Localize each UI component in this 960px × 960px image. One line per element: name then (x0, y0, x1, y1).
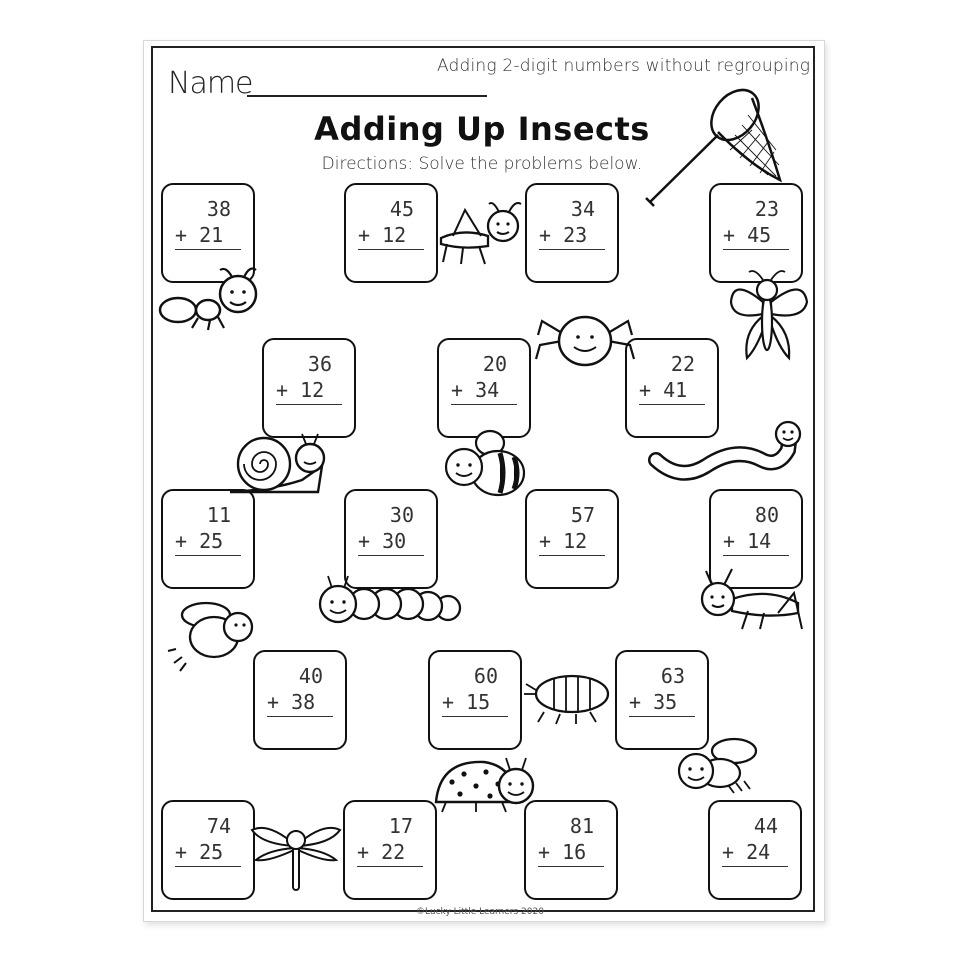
problem-bottom: + 15 (442, 690, 491, 714)
answer-line (451, 404, 517, 405)
answer-line (175, 249, 241, 250)
problem-bottom: + 16 (538, 840, 587, 864)
copyright-footer: ©Lucky Little Learners 2020 (416, 907, 544, 917)
problem-top: 80 (754, 503, 779, 527)
ant-icon (158, 262, 268, 332)
answer-line (723, 555, 789, 556)
ladybug-icon (430, 752, 545, 817)
problem-box[interactable] (253, 650, 347, 750)
problem-box[interactable] (344, 183, 438, 283)
worm-icon (650, 420, 810, 490)
cricket-icon (698, 563, 808, 633)
problem-bottom: + 22 (357, 840, 406, 864)
answer-line (723, 249, 789, 250)
bug-net-icon (640, 80, 790, 210)
problem-top: 20 (482, 352, 507, 376)
name-label: Name (168, 66, 253, 101)
problem-box[interactable] (161, 800, 255, 900)
problem-bottom: + 12 (539, 529, 588, 553)
answer-line (358, 555, 424, 556)
problem-top: 63 (660, 664, 685, 688)
problem-bottom: + 25 (175, 529, 224, 553)
answer-line (357, 866, 423, 867)
problem-bottom: + 30 (358, 529, 407, 553)
worksheet-subtitle: Adding 2-digit numbers without regrouping (437, 56, 811, 76)
problem-top: 44 (753, 814, 778, 838)
caterpillar-icon (318, 572, 468, 632)
grasshopper-icon (433, 198, 528, 268)
answer-line (722, 866, 788, 867)
problem-top: 57 (570, 503, 595, 527)
answer-line (539, 555, 605, 556)
problem-box[interactable] (708, 800, 802, 900)
problem-bottom: + 21 (175, 223, 224, 247)
problem-top: 23 (754, 197, 779, 221)
answer-line (276, 404, 342, 405)
answer-line (442, 716, 508, 717)
problem-box[interactable] (525, 183, 619, 283)
answer-line (639, 404, 705, 405)
problem-top: 11 (206, 503, 231, 527)
answer-line (175, 866, 241, 867)
problem-top: 74 (206, 814, 231, 838)
bee-icon (440, 423, 530, 503)
problem-bottom: + 35 (629, 690, 678, 714)
problem-box[interactable] (161, 489, 255, 589)
answer-line (175, 555, 241, 556)
problem-bottom: + 41 (639, 378, 688, 402)
dragonfly-icon (248, 820, 343, 895)
butterfly-icon (723, 262, 813, 372)
problem-bottom: + 23 (539, 223, 588, 247)
problem-top: 34 (570, 197, 595, 221)
problem-top: 36 (307, 352, 332, 376)
problem-bottom: + 12 (358, 223, 407, 247)
problem-top: 40 (298, 664, 323, 688)
answer-line (539, 249, 605, 250)
problem-top: 22 (670, 352, 695, 376)
problem-box[interactable] (343, 800, 437, 900)
fly-icon (672, 733, 762, 798)
problem-box[interactable] (262, 338, 356, 438)
directions: Directions: Solve the problems below. (321, 154, 643, 174)
problem-top: 60 (473, 664, 498, 688)
problem-bottom: + 14 (723, 529, 772, 553)
answer-line (629, 716, 695, 717)
problem-bottom: + 12 (276, 378, 325, 402)
problem-top: 81 (569, 814, 594, 838)
problem-top: 45 (389, 197, 414, 221)
problem-box[interactable] (525, 489, 619, 589)
problem-bottom: + 24 (722, 840, 771, 864)
problem-bottom: + 25 (175, 840, 224, 864)
problem-top: 17 (388, 814, 413, 838)
worksheet-title: Adding Up Insects (314, 110, 650, 148)
answer-line (267, 716, 333, 717)
louse-bug-icon (524, 670, 614, 725)
name-line[interactable] (247, 95, 487, 97)
problem-bottom: + 38 (267, 690, 316, 714)
problem-box[interactable] (428, 650, 522, 750)
problem-bottom: + 34 (451, 378, 500, 402)
answer-line (538, 866, 604, 867)
problem-top: 38 (206, 197, 231, 221)
problem-bottom: + 45 (723, 223, 772, 247)
answer-line (358, 249, 424, 250)
firefly-icon (172, 593, 262, 673)
problem-top: 30 (389, 503, 414, 527)
spider-icon (530, 303, 640, 373)
snail-icon (222, 430, 332, 500)
